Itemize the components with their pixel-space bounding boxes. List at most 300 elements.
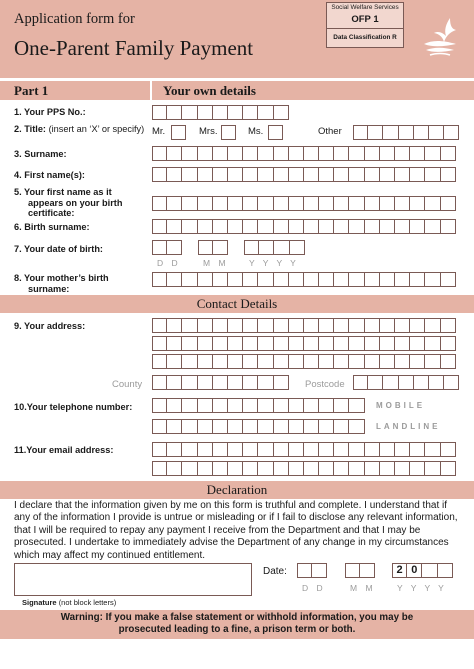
postcode-cell[interactable]: [399, 375, 414, 390]
address-cell[interactable]: [182, 354, 197, 369]
pps-cell[interactable]: [228, 105, 243, 120]
title-mrs-checkbox[interactable]: [221, 125, 236, 140]
first-name-cell[interactable]: [410, 167, 425, 182]
dob-day-cell[interactable]: [152, 240, 167, 255]
surname-cell[interactable]: [243, 146, 258, 161]
pps-cell[interactable]: [213, 105, 228, 120]
birth-cert-name-cell[interactable]: [334, 196, 349, 211]
mother-surname-cell[interactable]: [380, 272, 395, 287]
mother-surname-cell[interactable]: [365, 272, 380, 287]
email-cell[interactable]: [410, 442, 425, 457]
address-cell[interactable]: [258, 318, 273, 333]
mobile-cell[interactable]: [258, 398, 273, 413]
first-name-cell[interactable]: [289, 167, 304, 182]
birth-surname-cell[interactable]: [334, 219, 349, 234]
address-cell[interactable]: [304, 336, 319, 351]
first-name-cell[interactable]: [319, 167, 334, 182]
first-name-cell[interactable]: [274, 167, 289, 182]
landline-cell[interactable]: [213, 419, 228, 434]
surname-cell[interactable]: [410, 146, 425, 161]
dob-day-cell[interactable]: [167, 240, 182, 255]
birth-cert-name-cell[interactable]: [425, 196, 440, 211]
address-cell[interactable]: [304, 318, 319, 333]
birth-surname-cell[interactable]: [365, 219, 380, 234]
email-cell[interactable]: [198, 442, 213, 457]
birth-surname-cell[interactable]: [349, 219, 364, 234]
address-cell[interactable]: [349, 318, 364, 333]
landline-cell[interactable]: [319, 419, 334, 434]
pps-cell[interactable]: [243, 105, 258, 120]
pps-cell[interactable]: [182, 105, 197, 120]
decl-year-cell[interactable]: 0: [407, 563, 422, 578]
address-cell[interactable]: [243, 354, 258, 369]
address-cell[interactable]: [304, 354, 319, 369]
email-cell[interactable]: [182, 442, 197, 457]
first-name-cell[interactable]: [213, 167, 228, 182]
address-cell[interactable]: [395, 336, 410, 351]
county-field[interactable]: [152, 375, 289, 390]
address-cell[interactable]: [425, 318, 440, 333]
email-field[interactable]: [152, 442, 456, 476]
mobile-cell[interactable]: [152, 398, 167, 413]
address-cell[interactable]: [198, 336, 213, 351]
mother-surname-cell[interactable]: [349, 272, 364, 287]
address-cell[interactable]: [228, 336, 243, 351]
email-cell[interactable]: [243, 461, 258, 476]
signature-box[interactable]: [14, 563, 252, 596]
address-cell[interactable]: [152, 336, 167, 351]
mother-surname-cell[interactable]: [410, 272, 425, 287]
mother-surname-cell[interactable]: [213, 272, 228, 287]
address-cell[interactable]: [182, 336, 197, 351]
mother-surname-cell[interactable]: [274, 272, 289, 287]
email-cell[interactable]: [274, 461, 289, 476]
address-field[interactable]: [152, 318, 456, 369]
surname-cell[interactable]: [380, 146, 395, 161]
address-line-2[interactable]: [152, 336, 456, 351]
mobile-cell[interactable]: [319, 398, 334, 413]
address-cell[interactable]: [395, 354, 410, 369]
address-cell[interactable]: [152, 318, 167, 333]
address-cell[interactable]: [198, 354, 213, 369]
other-title-cell[interactable]: [353, 125, 368, 140]
other-title-cell[interactable]: [383, 125, 398, 140]
address-cell[interactable]: [334, 318, 349, 333]
first-name-cell[interactable]: [152, 167, 167, 182]
first-name-cell[interactable]: [182, 167, 197, 182]
landline-cell[interactable]: [274, 419, 289, 434]
first-name-cell[interactable]: [198, 167, 213, 182]
birth-surname-cell[interactable]: [441, 219, 456, 234]
birth-cert-name-cell[interactable]: [274, 196, 289, 211]
email-cell[interactable]: [441, 461, 456, 476]
birth-surname-cell[interactable]: [395, 219, 410, 234]
other-title-cell[interactable]: [444, 125, 459, 140]
county-cell[interactable]: [167, 375, 182, 390]
dob-month-field[interactable]: [198, 240, 228, 255]
landline-cell[interactable]: [334, 419, 349, 434]
landline-cell[interactable]: [152, 419, 167, 434]
address-cell[interactable]: [213, 318, 228, 333]
email-cell[interactable]: [304, 442, 319, 457]
address-cell[interactable]: [441, 336, 456, 351]
email-line-1[interactable]: [152, 442, 456, 457]
surname-cell[interactable]: [152, 146, 167, 161]
postcode-cell[interactable]: [383, 375, 398, 390]
surname-cell[interactable]: [304, 146, 319, 161]
mother-surname-cell[interactable]: [198, 272, 213, 287]
birth-surname-cell[interactable]: [213, 219, 228, 234]
decl-month-cell[interactable]: [345, 563, 360, 578]
address-cell[interactable]: [319, 354, 334, 369]
birth-surname-cell[interactable]: [410, 219, 425, 234]
birth-cert-name-cell[interactable]: [349, 196, 364, 211]
email-cell[interactable]: [395, 442, 410, 457]
email-cell[interactable]: [319, 461, 334, 476]
mother-surname-cell[interactable]: [304, 272, 319, 287]
address-cell[interactable]: [380, 336, 395, 351]
address-cell[interactable]: [182, 318, 197, 333]
birth-cert-name-field[interactable]: [152, 196, 456, 211]
first-name-cell[interactable]: [395, 167, 410, 182]
postcode-cell[interactable]: [414, 375, 429, 390]
pps-cell[interactable]: [152, 105, 167, 120]
surname-field[interactable]: [152, 146, 456, 161]
email-cell[interactable]: [425, 461, 440, 476]
email-cell[interactable]: [258, 442, 273, 457]
birth-cert-name-cell[interactable]: [228, 196, 243, 211]
birth-cert-name-cell[interactable]: [410, 196, 425, 211]
address-cell[interactable]: [349, 336, 364, 351]
title-ms-checkbox[interactable]: [268, 125, 283, 140]
surname-cell[interactable]: [213, 146, 228, 161]
email-cell[interactable]: [380, 461, 395, 476]
county-cell[interactable]: [152, 375, 167, 390]
mother-surname-cell[interactable]: [441, 272, 456, 287]
birth-cert-name-cell[interactable]: [243, 196, 258, 211]
first-name-cell[interactable]: [441, 167, 456, 182]
surname-cell[interactable]: [319, 146, 334, 161]
surname-cell[interactable]: [334, 146, 349, 161]
mobile-cell[interactable]: [289, 398, 304, 413]
address-cell[interactable]: [334, 354, 349, 369]
email-cell[interactable]: [243, 442, 258, 457]
email-cell[interactable]: [304, 461, 319, 476]
address-cell[interactable]: [167, 354, 182, 369]
address-cell[interactable]: [274, 318, 289, 333]
email-cell[interactable]: [182, 461, 197, 476]
email-cell[interactable]: [334, 442, 349, 457]
birth-surname-cell[interactable]: [228, 219, 243, 234]
address-cell[interactable]: [334, 336, 349, 351]
other-title-cell[interactable]: [368, 125, 383, 140]
surname-cell[interactable]: [395, 146, 410, 161]
birth-cert-name-cell[interactable]: [258, 196, 273, 211]
landline-cell[interactable]: [182, 419, 197, 434]
email-cell[interactable]: [258, 461, 273, 476]
address-cell[interactable]: [365, 354, 380, 369]
email-cell[interactable]: [152, 442, 167, 457]
mobile-number-field[interactable]: [152, 398, 365, 413]
dob-year-cell[interactable]: [259, 240, 274, 255]
first-name-cell[interactable]: [243, 167, 258, 182]
address-cell[interactable]: [198, 318, 213, 333]
address-cell[interactable]: [228, 318, 243, 333]
first-name-cell[interactable]: [334, 167, 349, 182]
dob-year-cell[interactable]: [244, 240, 259, 255]
address-cell[interactable]: [274, 354, 289, 369]
postcode-cell[interactable]: [368, 375, 383, 390]
email-cell[interactable]: [213, 442, 228, 457]
decl-day-cell[interactable]: [297, 563, 312, 578]
email-cell[interactable]: [395, 461, 410, 476]
email-cell[interactable]: [410, 461, 425, 476]
address-cell[interactable]: [228, 354, 243, 369]
email-cell[interactable]: [274, 442, 289, 457]
mobile-cell[interactable]: [167, 398, 182, 413]
address-cell[interactable]: [258, 336, 273, 351]
email-cell[interactable]: [349, 442, 364, 457]
decl-year-cell[interactable]: 2: [392, 563, 407, 578]
address-cell[interactable]: [274, 336, 289, 351]
first-name-cell[interactable]: [228, 167, 243, 182]
mother-surname-cell[interactable]: [425, 272, 440, 287]
mobile-cell[interactable]: [243, 398, 258, 413]
landline-number-field[interactable]: [152, 419, 365, 434]
birth-cert-name-cell[interactable]: [152, 196, 167, 211]
email-cell[interactable]: [213, 461, 228, 476]
birth-surname-cell[interactable]: [152, 219, 167, 234]
declaration-year-field[interactable]: [392, 563, 453, 578]
mother-surname-cell[interactable]: [395, 272, 410, 287]
address-cell[interactable]: [258, 354, 273, 369]
county-cell[interactable]: [274, 375, 289, 390]
decl-year-cell[interactable]: [422, 563, 437, 578]
landline-cell[interactable]: [289, 419, 304, 434]
landline-cell[interactable]: [198, 419, 213, 434]
postcode-field[interactable]: [353, 375, 459, 390]
mother-surname-cell[interactable]: [152, 272, 167, 287]
birth-surname-cell[interactable]: [182, 219, 197, 234]
email-cell[interactable]: [365, 442, 380, 457]
address-cell[interactable]: [243, 318, 258, 333]
postcode-cell[interactable]: [444, 375, 459, 390]
landline-cell[interactable]: [258, 419, 273, 434]
birth-surname-cell[interactable]: [319, 219, 334, 234]
other-title-cell[interactable]: [429, 125, 444, 140]
address-cell[interactable]: [167, 336, 182, 351]
birth-surname-cell[interactable]: [380, 219, 395, 234]
surname-cell[interactable]: [182, 146, 197, 161]
county-cell[interactable]: [213, 375, 228, 390]
mobile-cell[interactable]: [274, 398, 289, 413]
mobile-cell[interactable]: [228, 398, 243, 413]
landline-cell[interactable]: [349, 419, 364, 434]
postcode-cell[interactable]: [429, 375, 444, 390]
surname-cell[interactable]: [274, 146, 289, 161]
mobile-cell[interactable]: [349, 398, 364, 413]
address-cell[interactable]: [365, 318, 380, 333]
birth-cert-name-cell[interactable]: [198, 196, 213, 211]
landline-cell[interactable]: [167, 419, 182, 434]
mother-surname-cell[interactable]: [167, 272, 182, 287]
birth-surname-cell[interactable]: [304, 219, 319, 234]
address-cell[interactable]: [289, 336, 304, 351]
address-cell[interactable]: [213, 354, 228, 369]
email-cell[interactable]: [228, 442, 243, 457]
birth-surname-cell[interactable]: [274, 219, 289, 234]
mother-surname-cell[interactable]: [319, 272, 334, 287]
address-line-1[interactable]: [152, 318, 456, 333]
email-cell[interactable]: [198, 461, 213, 476]
decl-month-cell[interactable]: [360, 563, 375, 578]
surname-cell[interactable]: [349, 146, 364, 161]
declaration-day-field[interactable]: [297, 563, 327, 578]
birth-cert-name-cell[interactable]: [213, 196, 228, 211]
email-line-2[interactable]: [152, 461, 456, 476]
address-cell[interactable]: [395, 318, 410, 333]
mother-birth-surname-field[interactable]: [152, 272, 456, 287]
birth-cert-name-cell[interactable]: [289, 196, 304, 211]
mobile-cell[interactable]: [304, 398, 319, 413]
address-cell[interactable]: [152, 354, 167, 369]
birth-cert-name-cell[interactable]: [365, 196, 380, 211]
dob-year-field[interactable]: [244, 240, 305, 255]
address-cell[interactable]: [319, 318, 334, 333]
first-name-cell[interactable]: [258, 167, 273, 182]
birth-cert-name-cell[interactable]: [167, 196, 182, 211]
birth-surname-cell[interactable]: [258, 219, 273, 234]
first-name-cell[interactable]: [425, 167, 440, 182]
birth-cert-name-cell[interactable]: [441, 196, 456, 211]
county-cell[interactable]: [243, 375, 258, 390]
mobile-cell[interactable]: [182, 398, 197, 413]
decl-day-cell[interactable]: [312, 563, 327, 578]
first-name-cell[interactable]: [365, 167, 380, 182]
address-cell[interactable]: [425, 354, 440, 369]
county-cell[interactable]: [228, 375, 243, 390]
birth-surname-cell[interactable]: [425, 219, 440, 234]
address-cell[interactable]: [441, 318, 456, 333]
decl-year-cell[interactable]: [438, 563, 453, 578]
title-mr-checkbox[interactable]: [171, 125, 186, 140]
pps-cell[interactable]: [167, 105, 182, 120]
email-cell[interactable]: [319, 442, 334, 457]
address-cell[interactable]: [243, 336, 258, 351]
first-name-cell[interactable]: [304, 167, 319, 182]
pps-cell[interactable]: [258, 105, 273, 120]
pps-cell[interactable]: [274, 105, 289, 120]
address-cell[interactable]: [289, 318, 304, 333]
address-cell[interactable]: [441, 354, 456, 369]
first-name-cell[interactable]: [167, 167, 182, 182]
dob-month-cell[interactable]: [198, 240, 213, 255]
surname-cell[interactable]: [425, 146, 440, 161]
county-cell[interactable]: [198, 375, 213, 390]
address-cell[interactable]: [380, 318, 395, 333]
address-cell[interactable]: [319, 336, 334, 351]
address-cell[interactable]: [289, 354, 304, 369]
address-cell[interactable]: [410, 318, 425, 333]
address-cell[interactable]: [213, 336, 228, 351]
address-cell[interactable]: [349, 354, 364, 369]
mobile-cell[interactable]: [198, 398, 213, 413]
email-cell[interactable]: [365, 461, 380, 476]
title-other-field[interactable]: [353, 125, 459, 140]
mother-surname-cell[interactable]: [182, 272, 197, 287]
mother-surname-cell[interactable]: [243, 272, 258, 287]
first-name-cell[interactable]: [349, 167, 364, 182]
email-cell[interactable]: [334, 461, 349, 476]
other-title-cell[interactable]: [399, 125, 414, 140]
surname-cell[interactable]: [365, 146, 380, 161]
birth-cert-name-cell[interactable]: [395, 196, 410, 211]
mother-surname-cell[interactable]: [334, 272, 349, 287]
county-cell[interactable]: [182, 375, 197, 390]
address-cell[interactable]: [167, 318, 182, 333]
other-title-cell[interactable]: [414, 125, 429, 140]
surname-cell[interactable]: [167, 146, 182, 161]
birth-cert-name-cell[interactable]: [380, 196, 395, 211]
county-cell[interactable]: [258, 375, 273, 390]
dob-year-cell[interactable]: [290, 240, 305, 255]
birth-surname-cell[interactable]: [167, 219, 182, 234]
birth-surname-field[interactable]: [152, 219, 456, 234]
email-cell[interactable]: [380, 442, 395, 457]
email-cell[interactable]: [228, 461, 243, 476]
surname-cell[interactable]: [441, 146, 456, 161]
birth-surname-cell[interactable]: [243, 219, 258, 234]
email-cell[interactable]: [152, 461, 167, 476]
mother-surname-cell[interactable]: [258, 272, 273, 287]
surname-cell[interactable]: [228, 146, 243, 161]
birth-surname-cell[interactable]: [289, 219, 304, 234]
mobile-cell[interactable]: [334, 398, 349, 413]
birth-cert-name-cell[interactable]: [319, 196, 334, 211]
surname-cell[interactable]: [258, 146, 273, 161]
surname-cell[interactable]: [198, 146, 213, 161]
address-line-3[interactable]: [152, 354, 456, 369]
email-cell[interactable]: [425, 442, 440, 457]
email-cell[interactable]: [289, 461, 304, 476]
surname-cell[interactable]: [289, 146, 304, 161]
dob-month-cell[interactable]: [213, 240, 228, 255]
address-cell[interactable]: [410, 336, 425, 351]
first-name-cell[interactable]: [380, 167, 395, 182]
pps-cell[interactable]: [198, 105, 213, 120]
postcode-cell[interactable]: [353, 375, 368, 390]
dob-year-cell[interactable]: [274, 240, 289, 255]
first-names-field[interactable]: [152, 167, 456, 182]
email-cell[interactable]: [349, 461, 364, 476]
landline-cell[interactable]: [304, 419, 319, 434]
pps-number-field[interactable]: [152, 105, 289, 120]
email-cell[interactable]: [289, 442, 304, 457]
address-cell[interactable]: [425, 336, 440, 351]
address-cell[interactable]: [410, 354, 425, 369]
email-cell[interactable]: [441, 442, 456, 457]
mother-surname-cell[interactable]: [289, 272, 304, 287]
landline-cell[interactable]: [243, 419, 258, 434]
email-cell[interactable]: [167, 461, 182, 476]
address-cell[interactable]: [365, 336, 380, 351]
email-cell[interactable]: [167, 442, 182, 457]
landline-cell[interactable]: [228, 419, 243, 434]
birth-cert-name-cell[interactable]: [182, 196, 197, 211]
mother-surname-cell[interactable]: [228, 272, 243, 287]
address-cell[interactable]: [380, 354, 395, 369]
dob-day-field[interactable]: [152, 240, 182, 255]
